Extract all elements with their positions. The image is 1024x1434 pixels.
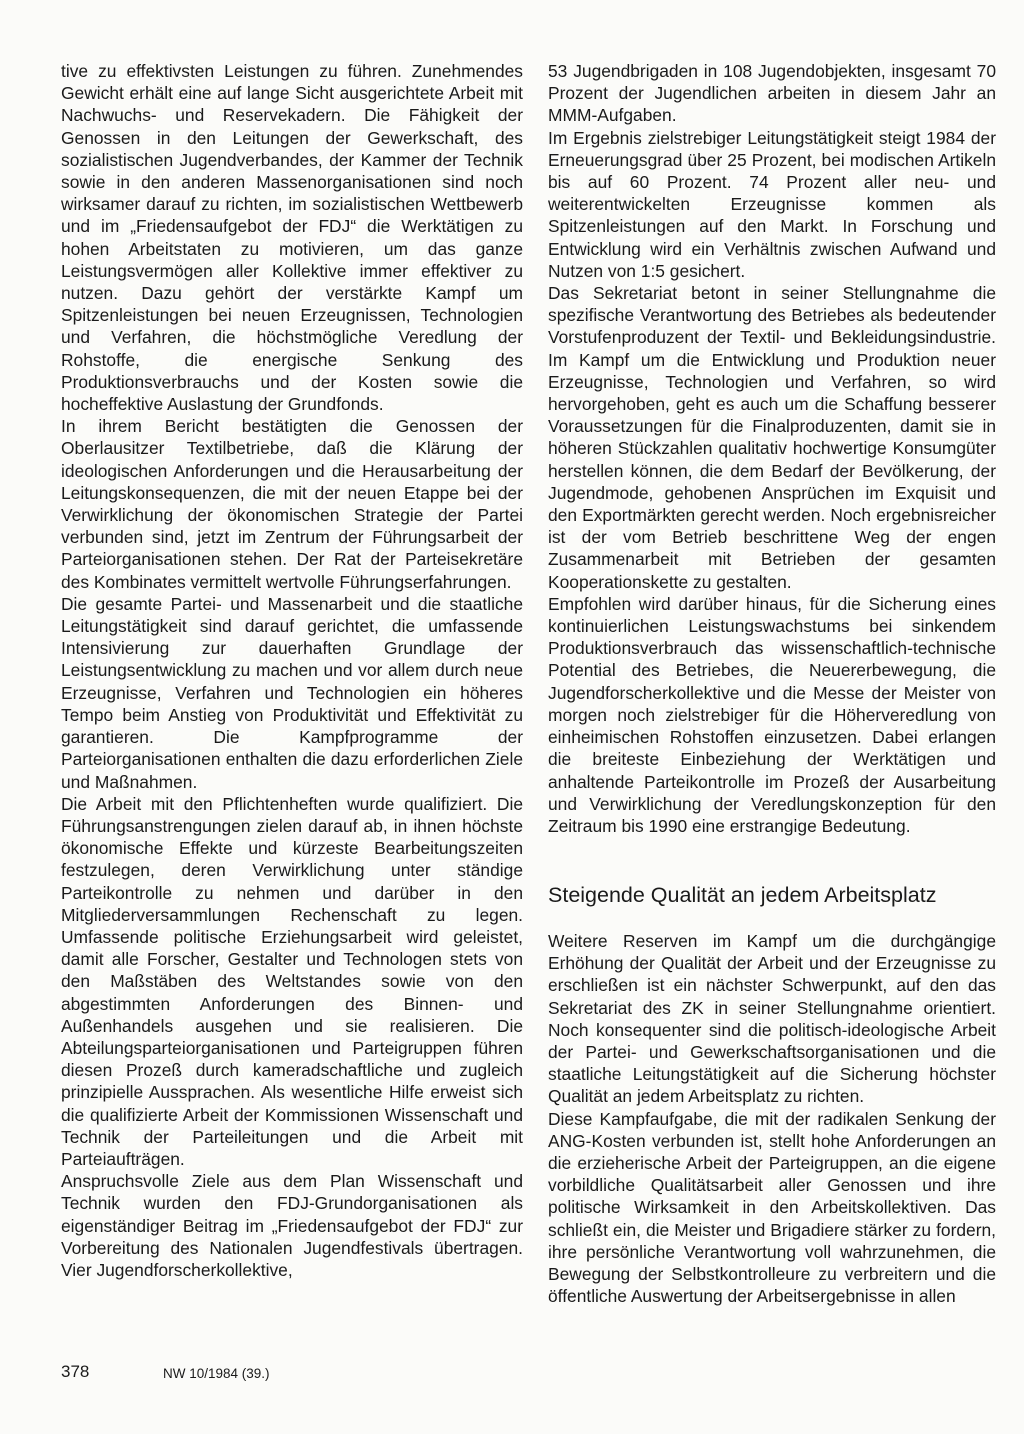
paragraph: Die gesamte Partei- und Massenarbeit und die staatliche Leitungstätigkeit sind darauf gerichtet, die umfassende Intensivierung zur dauerhaften Grundlage der Leistungsentwicklung zu machen und vor allem durch neue Erzeugnisse, Verfahren und Technologien ein höheres Tempo beim Anstieg von Produktivität und Effektivität zu garantieren. Die Kampfprogramme der Parteiorganisationen enthalten die dazu erforderlichen Ziele und Maßnahmen. — [61, 593, 523, 792]
right-text-column-continued — [548, 930, 996, 1307]
paragraph: Die Arbeit mit den Pflichtenheften wurde qualifiziert. Die Führungsanstrengungen zielen darauf ab, in ihnen höchste ökonomische Effekte und kürzeste Bearbeitungszeiten festzulegen, deren Verwirklichung unter ständige Parteikontrolle zu nehmen und darüber in den Mitgliederversammlungen Rechenschaft zu legen. Umfassende politische Erziehungsarbeit wird geleistet, damit alle Forscher, Gestalter und Technologen stets von den Maßstäben des Weltstandes sowie von den abgestimmten Anforderungen des Binnen- und Außenhandels ausgehen und sie realisieren. Die Abteilungsparteiorganisationen und Parteigruppen führen diesen Prozeß durch kameradschaftliche und zugleich prinzipielle Aussprachen. Als wesentliche Hilfe erweist sich die qualifizierte Arbeit der Kommissionen Wissenschaft und Technik der Parteileitungen und die Arbeit mit Parteiaufträgen. — [61, 793, 523, 1169]
paragraph: Das Sekretariat betont in seiner Stellungnahme die spezifische Verantwortung des Betriebes als bedeutender Vorstufenproduzent der Textil- und Bekleidungsindustrie. Im Kampf um die Entwicklung und Produktion neuer Erzeugnisse, Technologien und Verfahren, so wird hervorgehoben, geht es auch um die Schaffung besserer Voraussetzungen für die Finalproduzenten, damit sie in höheren Stückzahlen qualitativ hochwertige Konsumgüter herstellen können, die dem Bedarf der Bevölkerung, der Jugendmode, gehobenen Ansprüchen im Exquisit und den Exportmärkten gerecht werden. Noch ergebnisreicher ist der vom Betrieb beschrittene Weg der engen Zusammenarbeit mit Betrieben der gesamten Kooperationskette zu gestalten. — [548, 283, 996, 592]
paragraph: In ihrem Bericht bestätigten die Genossen der Oberlausitzer Textilbetriebe, daß die Klärung der ideologischen Anforderungen und die Herausarbeitung der Leitungskonsequenzen, die mit der neuen Etappe bei der Verwirklichung der ökonomischen Strategie der Partei verbunden sind, jetzt im Zentrum der Führungsarbeit der Parteiorganisationen stehen. Der Rat der Parteisekretäre des Kombinates vermittelt wertvolle Führungserfahrungen. — [61, 416, 523, 592]
paragraph: Diese Kampfaufgabe, die mit der radikalen Senkung der ANG-Kosten verbunden ist, stellt hohe Anforderungen an die erzieherische Arbeit der Parteigruppen, an die eigene vorbildliche Qualitätsarbeit aller Genossen und ihre politische Wirksamkeit in den Arbeitskollektiven. Das schließt ein, die Meister und Brigadiere stärker zu fordern, ihre persönliche Verantwortung voll wahrzunehmen, die Bewegung der Selbstkontrolleure zu verbreitern und die öffentliche Auswertung der Arbeitsergebnisse in allen — [548, 1108, 996, 1307]
right-text-column — [548, 60, 996, 837]
paragraph: 53 Jugendbrigaden in 108 Jugendobjekten, insgesamt 70 Prozent der Jugendlichen arbeiten in diesem Jahr an MMM-Aufgaben. — [548, 61, 996, 126]
page-number: 378 — [61, 1362, 90, 1381]
issue-label: NW 10/1984 (39.) — [163, 1366, 270, 1381]
paragraph: tive zu effektivsten Leistungen zu führen. Zunehmendes Gewicht erhält eine auf lange Sicht ausgerichtete Arbeit mit Nachwuchs- und Reservekadern. Die Fähigkeit der Genossen in den Leitungen der Gewerkschaft, des sozialistischen Jugendverbandes, der Kammer der Technik sowie in den anderen Massenorganisationen sind noch wirksamer darauf zu richten, im sozialistischen Wettbewerb und im „Friedensaufgebot der FDJ“ die Werktätigen zu hohen Arbeitstaten zu motivieren, um das ganze Leistungsvermögen aller Kollektive immer effektiver zu nutzen. Dazu gehört der verstärkte Kampf um Spitzenleistungen bei neuen Erzeugnissen, Technologien und Verfahren, die höchstmögliche Veredlung der Rohstoffe, die energische Senkung des Produktionsverbrauchs und der Kosten sowie die hocheffektive Auslastung der Grundfonds. — [61, 61, 523, 415]
paragraph: Im Ergebnis zielstrebiger Leitungstätigkeit steigt 1984 der Erneuerungsgrad über 25 Prozent, bei modischen Artikeln bis auf 60 Prozent. 74 Prozent aller neu- und weiterentwickelten Erzeugnisse kommen als Spitzenleistungen auf den Markt. In Forschung und Entwicklung wird ein Verhältnis zwischen Aufwand und Nutzen von 1:5 gesichert. — [548, 127, 996, 281]
paragraph: Empfohlen wird darüber hinaus, für die Sicherung eines kontinuierlichen Leistungswachstums bei sinkendem Produktionsverbrauch das wissenschaftlich-technische Potential des Betriebes, die Neuererbewegung, die Jugendforscherkollektive und die Messe der Meister von morgen noch zielstrebiger für die Höherveredlung von einheimischen Rohstoffen einzusetzen. Dabei erlangen die breiteste Einbeziehung der Werktätigen und anhaltende Parteikontrolle im Prozeß der Ausarbeitung und Verwirklichung der Veredlungskonzeption für den Zeitraum bis 1990 eine erstrangige Bedeutung. — [548, 593, 996, 836]
paragraph: Weitere Reserven im Kampf um die durchgängige Erhöhung der Qualität der Arbeit und der Erzeugnisse zu erschließen ist ein nächster Schwerpunkt, auf den das Sekretariat des ZK in seiner Stellungnahme orientiert. Noch konsequenter sind die politisch-ideologische Arbeit der Partei- und Gewerkschaftsorganisationen und die staatliche Leitungstätigkeit auf die Sicherung höchster Qualität an jedem Arbeitsplatz zu richten. — [548, 931, 996, 1107]
section-heading: Steigende Qualität an jedem Arbeitsplatz — [548, 883, 937, 907]
paragraph: Anspruchsvolle Ziele aus dem Plan Wissenschaft und Technik wurden den FDJ-Grundorganisationen als eigenständiger Beitrag im „Friedensaufgebot der FDJ“ zur Vorbereitung des Nationalen Jugendfestivals übertragen. Vier Jugendforscherkollektive, — [61, 1171, 523, 1280]
left-text-column — [61, 60, 523, 1281]
